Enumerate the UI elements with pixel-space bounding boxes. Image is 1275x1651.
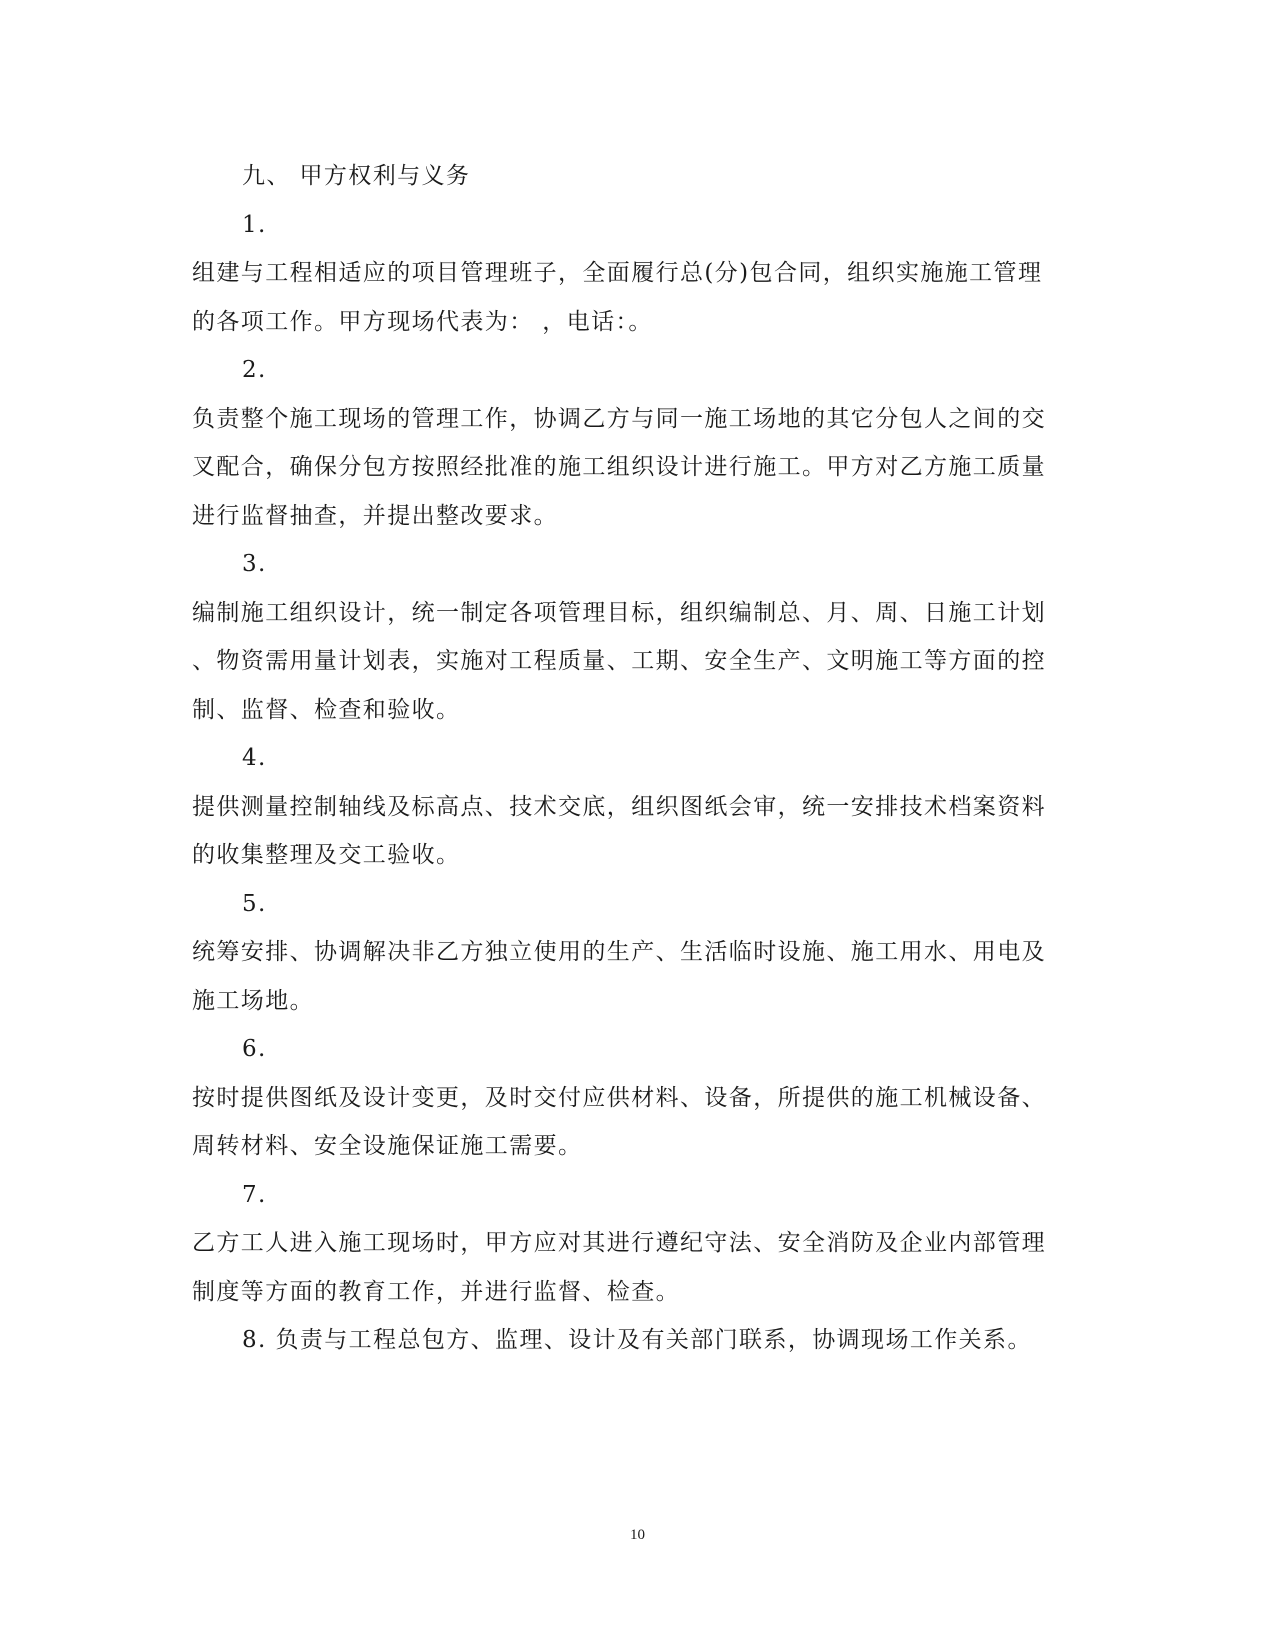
item-number: 2.	[242, 357, 267, 383]
item-text-line: 乙方工人进入施工现场时，甲方应对其进行遵纪守法、安全消防及企业内部管理	[192, 1230, 1046, 1256]
item-text-line: 、物资需用量计划表，实施对工程质量、工期、安全生产、文明施工等方面的控	[192, 648, 1046, 674]
item-text-line: 叉配合，确保分包方按照经批准的施工组织设计进行施工。甲方对乙方施工质量	[192, 454, 1046, 480]
item-number: 6.	[242, 1036, 267, 1062]
item-8-line: 8. 负责与工程总包方、监理、设计及有关部门联系，协调现场工作关系。	[242, 1327, 1032, 1353]
item-text-line: 的各项工作。甲方现场代表为： ，电话：。	[192, 308, 653, 335]
item-text-line: 制度等方面的教育工作，并进行监督、检查。	[192, 1278, 680, 1305]
item-text-line: 提供测量控制轴线及标高点、技术交底，组织图纸会审，统一安排技术档案资料	[192, 793, 1046, 820]
item-text-line: 制、监督、检查和验收。	[192, 696, 461, 723]
item-number: 3.	[242, 551, 267, 577]
item-text-line: 施工场地。	[192, 987, 314, 1014]
item-number: 1.	[242, 211, 267, 238]
item-text-line: 组建与工程相适应的项目管理班子，全面履行总(分)包合同，组织实施施工管理	[192, 260, 1043, 286]
item-text-line: 统筹安排、协调解决非乙方独立使用的生产、生活临时设施、施工用水、用电及	[192, 939, 1046, 965]
item-text-line: 的收集整理及交工验收。	[192, 842, 461, 868]
document-body	[192, 152, 1072, 1365]
item-number: 7.	[242, 1181, 267, 1208]
item-text-line: 负责整个施工现场的管理工作，协调乙方与同一施工场地的其它分包人之间的交	[192, 405, 1046, 432]
item-text-line: 周转材料、安全设施保证施工需要。	[192, 1133, 583, 1159]
item-text-line: 编制施工组织设计，统一制定各项管理目标，组织编制总、月、周、日施工计划	[192, 599, 1046, 626]
section-heading: 九、 甲方权利与义务	[242, 163, 471, 189]
item-number: 5.	[242, 890, 267, 917]
item-text-line: 按时提供图纸及设计变更，及时交付应供材料、设备，所提供的施工机械设备、	[192, 1084, 1046, 1111]
item-text-line: 进行监督抽查，并提出整改要求。	[192, 502, 558, 529]
page-number: 10	[630, 1527, 645, 1543]
item-number: 4.	[242, 745, 267, 771]
